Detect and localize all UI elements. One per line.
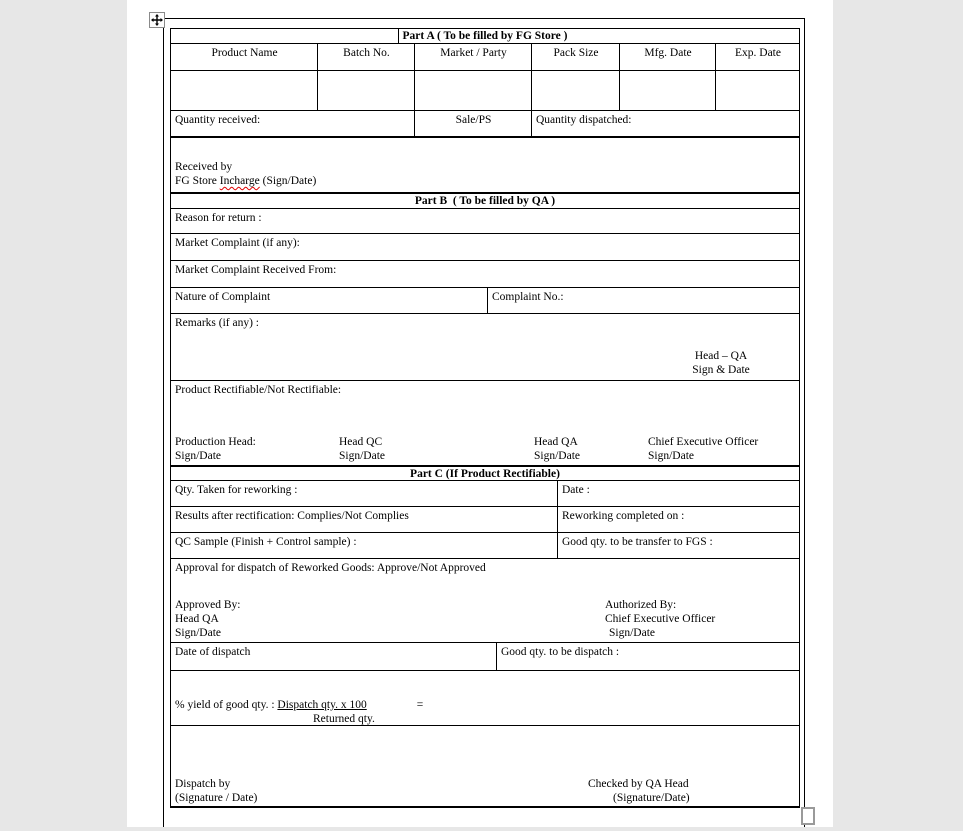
yield-formula [171, 671, 423, 725]
results-cell[interactable] [171, 507, 557, 532]
complaint-no-cell[interactable] [487, 288, 799, 313]
signatory-production-head [175, 435, 256, 463]
received-by-prefix: FG Store [175, 175, 220, 187]
good-qty-transfer-label: Good qty. to be transfer to FGS : [562, 536, 713, 548]
quantity-received-cell[interactable] [171, 111, 414, 136]
column-header-market-party: Market / Party [414, 44, 531, 70]
returned-goods-form-table [170, 28, 800, 808]
good-qty-dispatch-cell[interactable] [496, 643, 799, 670]
market-complaint-from-label: Market Complaint Received From: [175, 264, 337, 276]
good-qty-transfer-cell[interactable] [557, 533, 799, 558]
results-row [171, 507, 799, 533]
part-a-title: Part A ( To be filled by FG Store ) [402, 30, 568, 42]
reworking-completed-cell[interactable] [557, 507, 799, 532]
nature-of-complaint-cell[interactable] [171, 288, 487, 313]
entry-cell-mfg-date[interactable] [619, 71, 715, 110]
signatory-sign-date: Sign/Date [339, 450, 385, 462]
authorized-by-block [605, 598, 715, 640]
authorized-by-sign-date: Sign/Date [609, 627, 655, 639]
signatory-title: Head QC [339, 436, 383, 448]
remarks-label: Remarks (if any) : [175, 317, 259, 329]
part-a-title-row [171, 29, 799, 44]
received-by-suffix: (Sign/Date) [259, 175, 317, 187]
checked-by-label: Checked by QA Head [588, 778, 689, 790]
yield-denominator: Returned qty. [313, 713, 375, 725]
entry-cell-batch-no[interactable] [317, 71, 414, 110]
market-complaint-from-cell[interactable] [171, 261, 799, 287]
yield-row[interactable] [171, 671, 799, 726]
quantity-received-label: Quantity received: [175, 114, 261, 126]
good-qty-dispatch-label: Good qty. to be dispatch : [501, 646, 620, 658]
date-of-dispatch-cell[interactable] [171, 643, 496, 670]
spellcheck-flagged-word: Incharge [219, 175, 260, 187]
approval-row[interactable] [171, 559, 799, 643]
table-resize-handle[interactable] [801, 807, 815, 825]
head-qa-signature-block [676, 349, 766, 377]
sale-ps-cell[interactable] [414, 111, 531, 136]
yield-prefix: % yield of good qty. : [175, 699, 278, 711]
nature-of-complaint-row [171, 288, 799, 314]
rectifiable-label: Product Rectifiable/Not Rectifiable: [175, 384, 342, 396]
qty-reworking-label: Qty. Taken for reworking : [175, 484, 298, 496]
rectifiable-row[interactable] [171, 381, 799, 467]
market-complaint-cell[interactable] [171, 234, 799, 260]
signatory-title: Chief Executive Officer [648, 436, 759, 448]
approved-by-sign-date: Sign/Date [175, 627, 221, 639]
entry-cell-product-name[interactable] [171, 71, 317, 110]
signatory-ceo [648, 435, 758, 463]
part-b-title: Part B ( To be filled by QA ) [414, 195, 556, 207]
entry-cell-market-party[interactable] [414, 71, 531, 110]
document-page [127, 0, 833, 827]
entry-cell-exp-date[interactable] [715, 71, 799, 110]
yield-equals-sign: = [416, 699, 424, 711]
dispatch-by-block [175, 777, 257, 805]
qc-sample-cell[interactable] [171, 533, 557, 558]
column-header-product-name: Product Name [211, 47, 278, 59]
column-header-mfg-date: Mfg. Date [619, 44, 715, 70]
head-qa-sign-date: Sign & Date [692, 364, 750, 376]
approval-label: Approval for dispatch of Reworked Goods: Approve/Not Approved [175, 562, 486, 574]
results-label: Results after rectification: Complies/Not Complies [175, 510, 409, 522]
quantity-row [171, 111, 799, 138]
date-label: Date : [562, 484, 590, 496]
reason-for-return-cell[interactable] [171, 209, 799, 233]
qc-sample-label: QC Sample (Finish + Control sample) : [175, 536, 357, 548]
reason-for-return-label: Reason for return : [175, 212, 262, 224]
yield-numerator: Dispatch qty. x 100 [277, 699, 367, 711]
reworking-completed-label: Reworking completed on : [562, 510, 685, 522]
market-complaint-row[interactable] [171, 234, 799, 261]
signatory-head-qc [339, 435, 385, 463]
approved-by-block [175, 598, 240, 640]
signatory-sign-date: Sign/Date [175, 450, 221, 462]
dispatch-by-sign-date: (Signature / Date) [175, 792, 258, 804]
checked-by-sign-date: (Signature/Date) [613, 792, 690, 804]
market-complaint-label: Market Complaint (if any): [175, 237, 300, 249]
qty-reworking-row [171, 481, 799, 507]
checked-by-block [588, 777, 690, 805]
signatory-title: Production Head: [175, 436, 256, 448]
part-a-entry-row [171, 71, 799, 111]
stray-gridline [398, 29, 399, 43]
received-by-line2 [175, 174, 316, 188]
signatory-head-qa [534, 435, 580, 463]
qty-reworking-cell[interactable] [171, 481, 557, 506]
received-by-row[interactable] [171, 138, 799, 194]
signatory-title: Head QA [534, 436, 578, 448]
qc-sample-row [171, 533, 799, 559]
part-a-header-row [171, 44, 799, 71]
reason-for-return-row[interactable] [171, 209, 799, 234]
approved-by-role: Head QA [175, 613, 219, 625]
dispatch-signature-row[interactable] [171, 726, 799, 806]
part-c-title: Part C (If Product Rectifiable) [410, 467, 560, 480]
table-move-handle[interactable] [149, 12, 165, 28]
complaint-no-label: Complaint No.: [492, 291, 564, 303]
signatory-sign-date: Sign/Date [648, 450, 694, 462]
column-header-exp-date: Exp. Date [715, 44, 799, 70]
move-arrows-icon [151, 14, 163, 26]
quantity-dispatched-label: Quantity dispatched: [536, 114, 632, 126]
sale-ps-label: Sale/PS [455, 114, 492, 126]
received-by-line1: Received by [175, 161, 233, 173]
quantity-dispatched-cell[interactable] [531, 111, 799, 136]
market-complaint-from-row[interactable] [171, 261, 799, 288]
authorized-by-role: Chief Executive Officer [605, 613, 716, 625]
dispatch-date-row [171, 643, 799, 671]
date-of-dispatch-label: Date of dispatch [175, 646, 251, 658]
remarks-row[interactable] [171, 314, 799, 381]
entry-cell-pack-size[interactable] [531, 71, 619, 110]
part-b-title-row [171, 194, 799, 209]
nature-of-complaint-label: Nature of Complaint [175, 291, 271, 303]
part-c-title-row [171, 467, 799, 481]
head-qa-title: Head – QA [694, 350, 748, 362]
column-header-batch-no: Batch No. [317, 44, 414, 70]
column-header-pack-size: Pack Size [531, 44, 619, 70]
dispatch-by-label: Dispatch by [175, 778, 231, 790]
received-by-block [175, 160, 316, 188]
date-cell[interactable] [557, 481, 799, 506]
authorized-by-label: Authorized By: [605, 599, 677, 611]
signatory-sign-date: Sign/Date [534, 450, 580, 462]
yield-line1 [175, 698, 423, 712]
approved-by-label: Approved By: [175, 599, 241, 611]
